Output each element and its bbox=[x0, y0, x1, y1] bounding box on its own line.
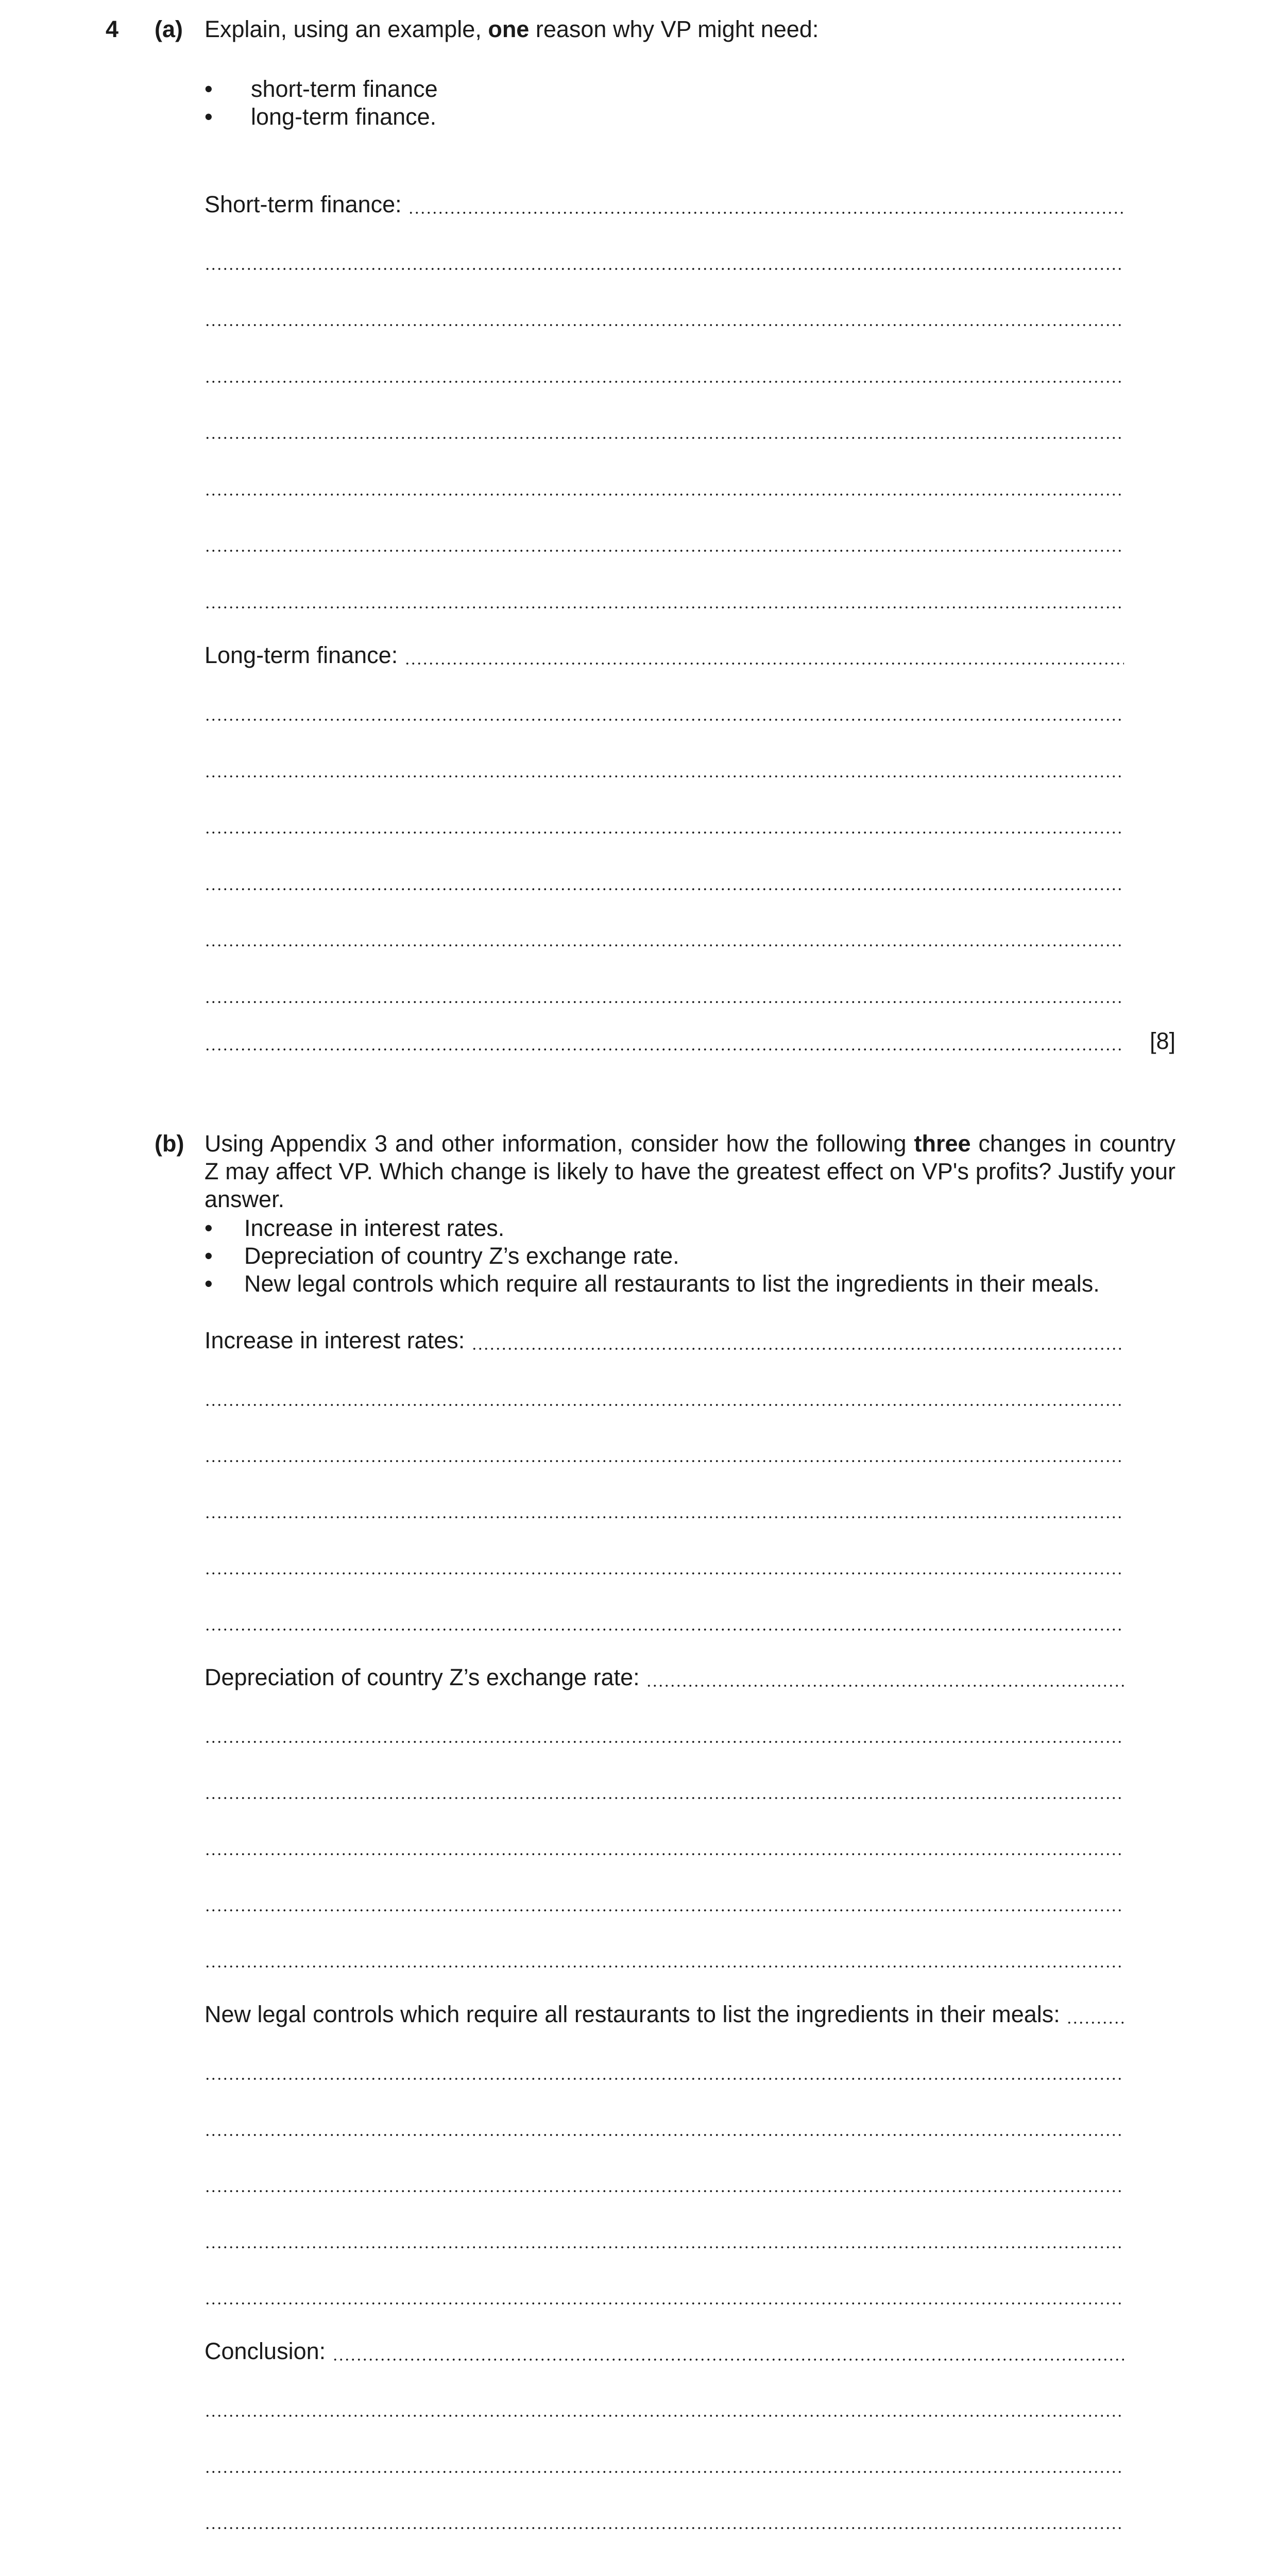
answer-line[interactable] bbox=[205, 810, 1124, 838]
answer-line[interactable] bbox=[205, 980, 1124, 1008]
bullet-icon: • bbox=[205, 76, 213, 102]
answer-line[interactable] bbox=[205, 1607, 1124, 1635]
dotted-line bbox=[205, 1740, 1124, 1743]
part-a-stem-pre: Explain, using an example, bbox=[205, 16, 488, 42]
dotted-line bbox=[205, 1965, 1124, 1968]
long-term-label: Long-term finance: bbox=[205, 642, 404, 668]
answer-line[interactable] bbox=[205, 585, 1124, 613]
answer-line[interactable] bbox=[205, 1383, 1124, 1411]
answer-line-legal-controls[interactable] bbox=[205, 2001, 1124, 2028]
dotted-line bbox=[1066, 2021, 1124, 2024]
part-a-bullet-list bbox=[205, 75, 668, 131]
part-b-bullet-list bbox=[205, 1214, 1183, 1298]
dotted-line bbox=[205, 2302, 1124, 2305]
dotted-line bbox=[332, 2358, 1124, 2361]
answer-line[interactable] bbox=[205, 1832, 1124, 1860]
dotted-line bbox=[205, 1797, 1124, 1800]
bullet-text: long-term finance. bbox=[251, 104, 437, 130]
dotted-line bbox=[205, 888, 1124, 891]
bullet-item bbox=[205, 1242, 1183, 1270]
answer-line[interactable] bbox=[205, 472, 1124, 500]
dotted-line bbox=[205, 2246, 1124, 2249]
bullet-item bbox=[205, 103, 668, 131]
dotted-line bbox=[404, 662, 1124, 665]
bullet-text: New legal controls which require all restaurants to list the ingredients in their meals. bbox=[244, 1270, 1100, 1297]
dotted-line bbox=[205, 1001, 1124, 1004]
answer-line[interactable] bbox=[205, 754, 1124, 782]
interest-rates-label: Increase in interest rates: bbox=[205, 1327, 471, 1353]
answer-line[interactable] bbox=[205, 1027, 1124, 1055]
marks-part-a: [8] bbox=[1149, 1028, 1175, 1054]
dotted-line bbox=[205, 1403, 1124, 1406]
answer-line-exchange-rate[interactable] bbox=[205, 1664, 1124, 1691]
legal-controls-label: New legal controls which require all restaurants to list the ingredients in their meals: bbox=[205, 2001, 1067, 2027]
answer-line[interactable] bbox=[205, 1720, 1124, 1748]
answer-line-long-term[interactable] bbox=[205, 641, 1124, 669]
part-b-stem-pre: Using Appendix 3 and other information, consider how the following bbox=[205, 1130, 914, 1157]
dotted-line bbox=[471, 1347, 1124, 1350]
exchange-rate-label: Depreciation of country Z’s exchange rate: bbox=[205, 1664, 646, 1690]
answer-line-short-term[interactable] bbox=[205, 191, 1124, 218]
bullet-icon: • bbox=[205, 1270, 213, 1297]
answer-line[interactable] bbox=[205, 1439, 1124, 1467]
answer-line[interactable] bbox=[205, 360, 1124, 387]
answer-line[interactable] bbox=[205, 923, 1124, 951]
answer-line[interactable] bbox=[205, 2450, 1124, 2478]
answer-line[interactable] bbox=[205, 416, 1124, 444]
bullet-text: Depreciation of country Z’s exchange rate. bbox=[244, 1243, 679, 1269]
bullet-text: Increase in interest rates. bbox=[244, 1215, 505, 1241]
dotted-line bbox=[646, 1684, 1124, 1687]
dotted-line bbox=[205, 1516, 1124, 1519]
dotted-line bbox=[205, 2527, 1124, 2530]
answer-line-interest-rates[interactable] bbox=[205, 1327, 1124, 1354]
dotted-line bbox=[205, 2190, 1124, 2193]
part-b-label: (b) bbox=[155, 1130, 184, 1157]
part-a-stem bbox=[205, 15, 819, 43]
dotted-line bbox=[205, 549, 1124, 552]
dotted-line bbox=[205, 831, 1124, 834]
dotted-line bbox=[205, 1628, 1124, 1631]
answer-line[interactable] bbox=[205, 2562, 1124, 2576]
answer-line[interactable] bbox=[205, 1551, 1124, 1579]
answer-line[interactable] bbox=[205, 303, 1124, 331]
dotted-line bbox=[205, 1460, 1124, 1463]
conclusion-label: Conclusion: bbox=[205, 2338, 332, 2364]
dotted-line bbox=[205, 2133, 1124, 2137]
part-b-stem bbox=[205, 1130, 1175, 1213]
answer-line[interactable] bbox=[205, 867, 1124, 895]
bullet-item bbox=[205, 75, 668, 103]
answer-line[interactable] bbox=[205, 1888, 1124, 1916]
dotted-line bbox=[408, 211, 1124, 214]
answer-line[interactable] bbox=[205, 2394, 1124, 2421]
answer-line-conclusion[interactable] bbox=[205, 2337, 1124, 2365]
dotted-line bbox=[205, 324, 1124, 327]
dotted-line bbox=[205, 436, 1124, 439]
answer-line[interactable] bbox=[205, 2113, 1124, 2141]
dotted-line bbox=[205, 493, 1124, 496]
part-b-stem-post: changes in country Z may affect VP. Which change is likely to have the greatest effect on VP's profits? Justify your answer. bbox=[205, 1130, 1175, 1212]
dotted-line bbox=[205, 267, 1124, 270]
bullet-icon: • bbox=[205, 1215, 213, 1241]
part-a-label: (a) bbox=[155, 16, 183, 42]
dotted-line bbox=[205, 718, 1124, 721]
dotted-line bbox=[205, 2077, 1124, 2080]
answer-line[interactable] bbox=[205, 529, 1124, 556]
dotted-line bbox=[205, 1572, 1124, 1575]
dotted-line bbox=[205, 1853, 1124, 1856]
dotted-line bbox=[205, 2414, 1124, 2417]
part-a-stem-bold: one bbox=[488, 16, 530, 42]
dotted-line bbox=[205, 775, 1124, 778]
answer-line[interactable] bbox=[205, 698, 1124, 725]
answer-line[interactable] bbox=[205, 1944, 1124, 1972]
dotted-line bbox=[205, 944, 1124, 947]
dotted-line bbox=[205, 606, 1124, 609]
dotted-line bbox=[205, 380, 1124, 383]
answer-line[interactable] bbox=[205, 247, 1124, 275]
answer-line[interactable] bbox=[205, 2169, 1124, 2197]
dotted-line bbox=[205, 1048, 1124, 1051]
answer-line[interactable] bbox=[205, 2057, 1124, 2084]
bullet-icon: • bbox=[205, 104, 213, 130]
answer-line[interactable] bbox=[205, 2281, 1124, 2309]
dotted-line bbox=[205, 1909, 1124, 1912]
question-number: 4 bbox=[106, 16, 119, 42]
answer-line[interactable] bbox=[205, 2506, 1124, 2534]
bullet-text: short-term finance bbox=[251, 76, 438, 102]
answer-line[interactable] bbox=[205, 1776, 1124, 1804]
part-b-stem-bold: three bbox=[914, 1130, 971, 1157]
bullet-icon: • bbox=[205, 1243, 213, 1269]
answer-line[interactable] bbox=[205, 1495, 1124, 1523]
part-a-stem-post: reason why VP might need: bbox=[529, 16, 819, 42]
short-term-label: Short-term finance: bbox=[205, 191, 408, 217]
answer-line[interactable] bbox=[205, 2225, 1124, 2253]
bullet-item bbox=[205, 1214, 1183, 1242]
dotted-line bbox=[205, 2470, 1124, 2473]
bullet-item bbox=[205, 1270, 1183, 1298]
